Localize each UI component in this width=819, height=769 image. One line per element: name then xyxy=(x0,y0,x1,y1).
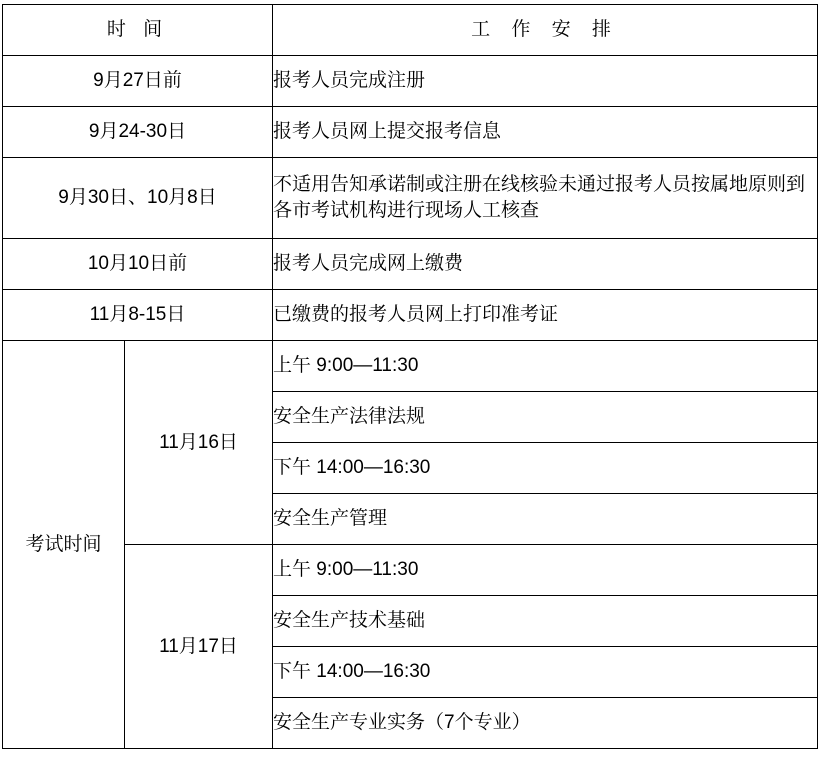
table-row xyxy=(3,158,818,239)
table-row xyxy=(3,239,818,290)
row-time: 9月30日、10月8日 xyxy=(3,158,273,239)
row-time: 9月27日前 xyxy=(3,56,273,107)
row-time: 9月24-30日 xyxy=(3,107,273,158)
row-work: 报考人员完成注册 xyxy=(273,56,818,107)
row-work: 不适用告知承诺制或注册在线核验未通过报考人员按属地原则到各市考试机构进行现场人工核查 xyxy=(273,158,818,239)
exam-session: 安全生产法律法规 xyxy=(273,392,818,443)
table-row xyxy=(3,341,818,392)
exam-session: 安全生产技术基础 xyxy=(273,596,818,647)
exam-session: 上午 9:00—11:30 xyxy=(273,341,818,392)
header-work: 工 作 安 排 xyxy=(273,5,818,56)
row-work: 报考人员完成网上缴费 xyxy=(273,239,818,290)
row-work: 已缴费的报考人员网上打印准考证 xyxy=(273,290,818,341)
exam-date: 11月17日 xyxy=(125,545,273,749)
table-row xyxy=(3,56,818,107)
table-row xyxy=(3,290,818,341)
table-header-row xyxy=(3,5,818,56)
header-time: 时 间 xyxy=(3,5,273,56)
exam-time-label: 考试时间 xyxy=(3,341,125,749)
exam-session: 上午 9:00—11:30 xyxy=(273,545,818,596)
row-time: 10月10日前 xyxy=(3,239,273,290)
table-row xyxy=(3,545,818,596)
exam-session: 安全生产管理 xyxy=(273,494,818,545)
exam-session: 下午 14:00—16:30 xyxy=(273,647,818,698)
exam-session: 安全生产专业实务（7个专业） xyxy=(273,698,818,749)
row-work: 报考人员网上提交报考信息 xyxy=(273,107,818,158)
row-time: 11月8-15日 xyxy=(3,290,273,341)
exam-schedule-table xyxy=(2,4,818,749)
table-row xyxy=(3,107,818,158)
exam-session: 下午 14:00—16:30 xyxy=(273,443,818,494)
exam-date: 11月16日 xyxy=(125,341,273,545)
